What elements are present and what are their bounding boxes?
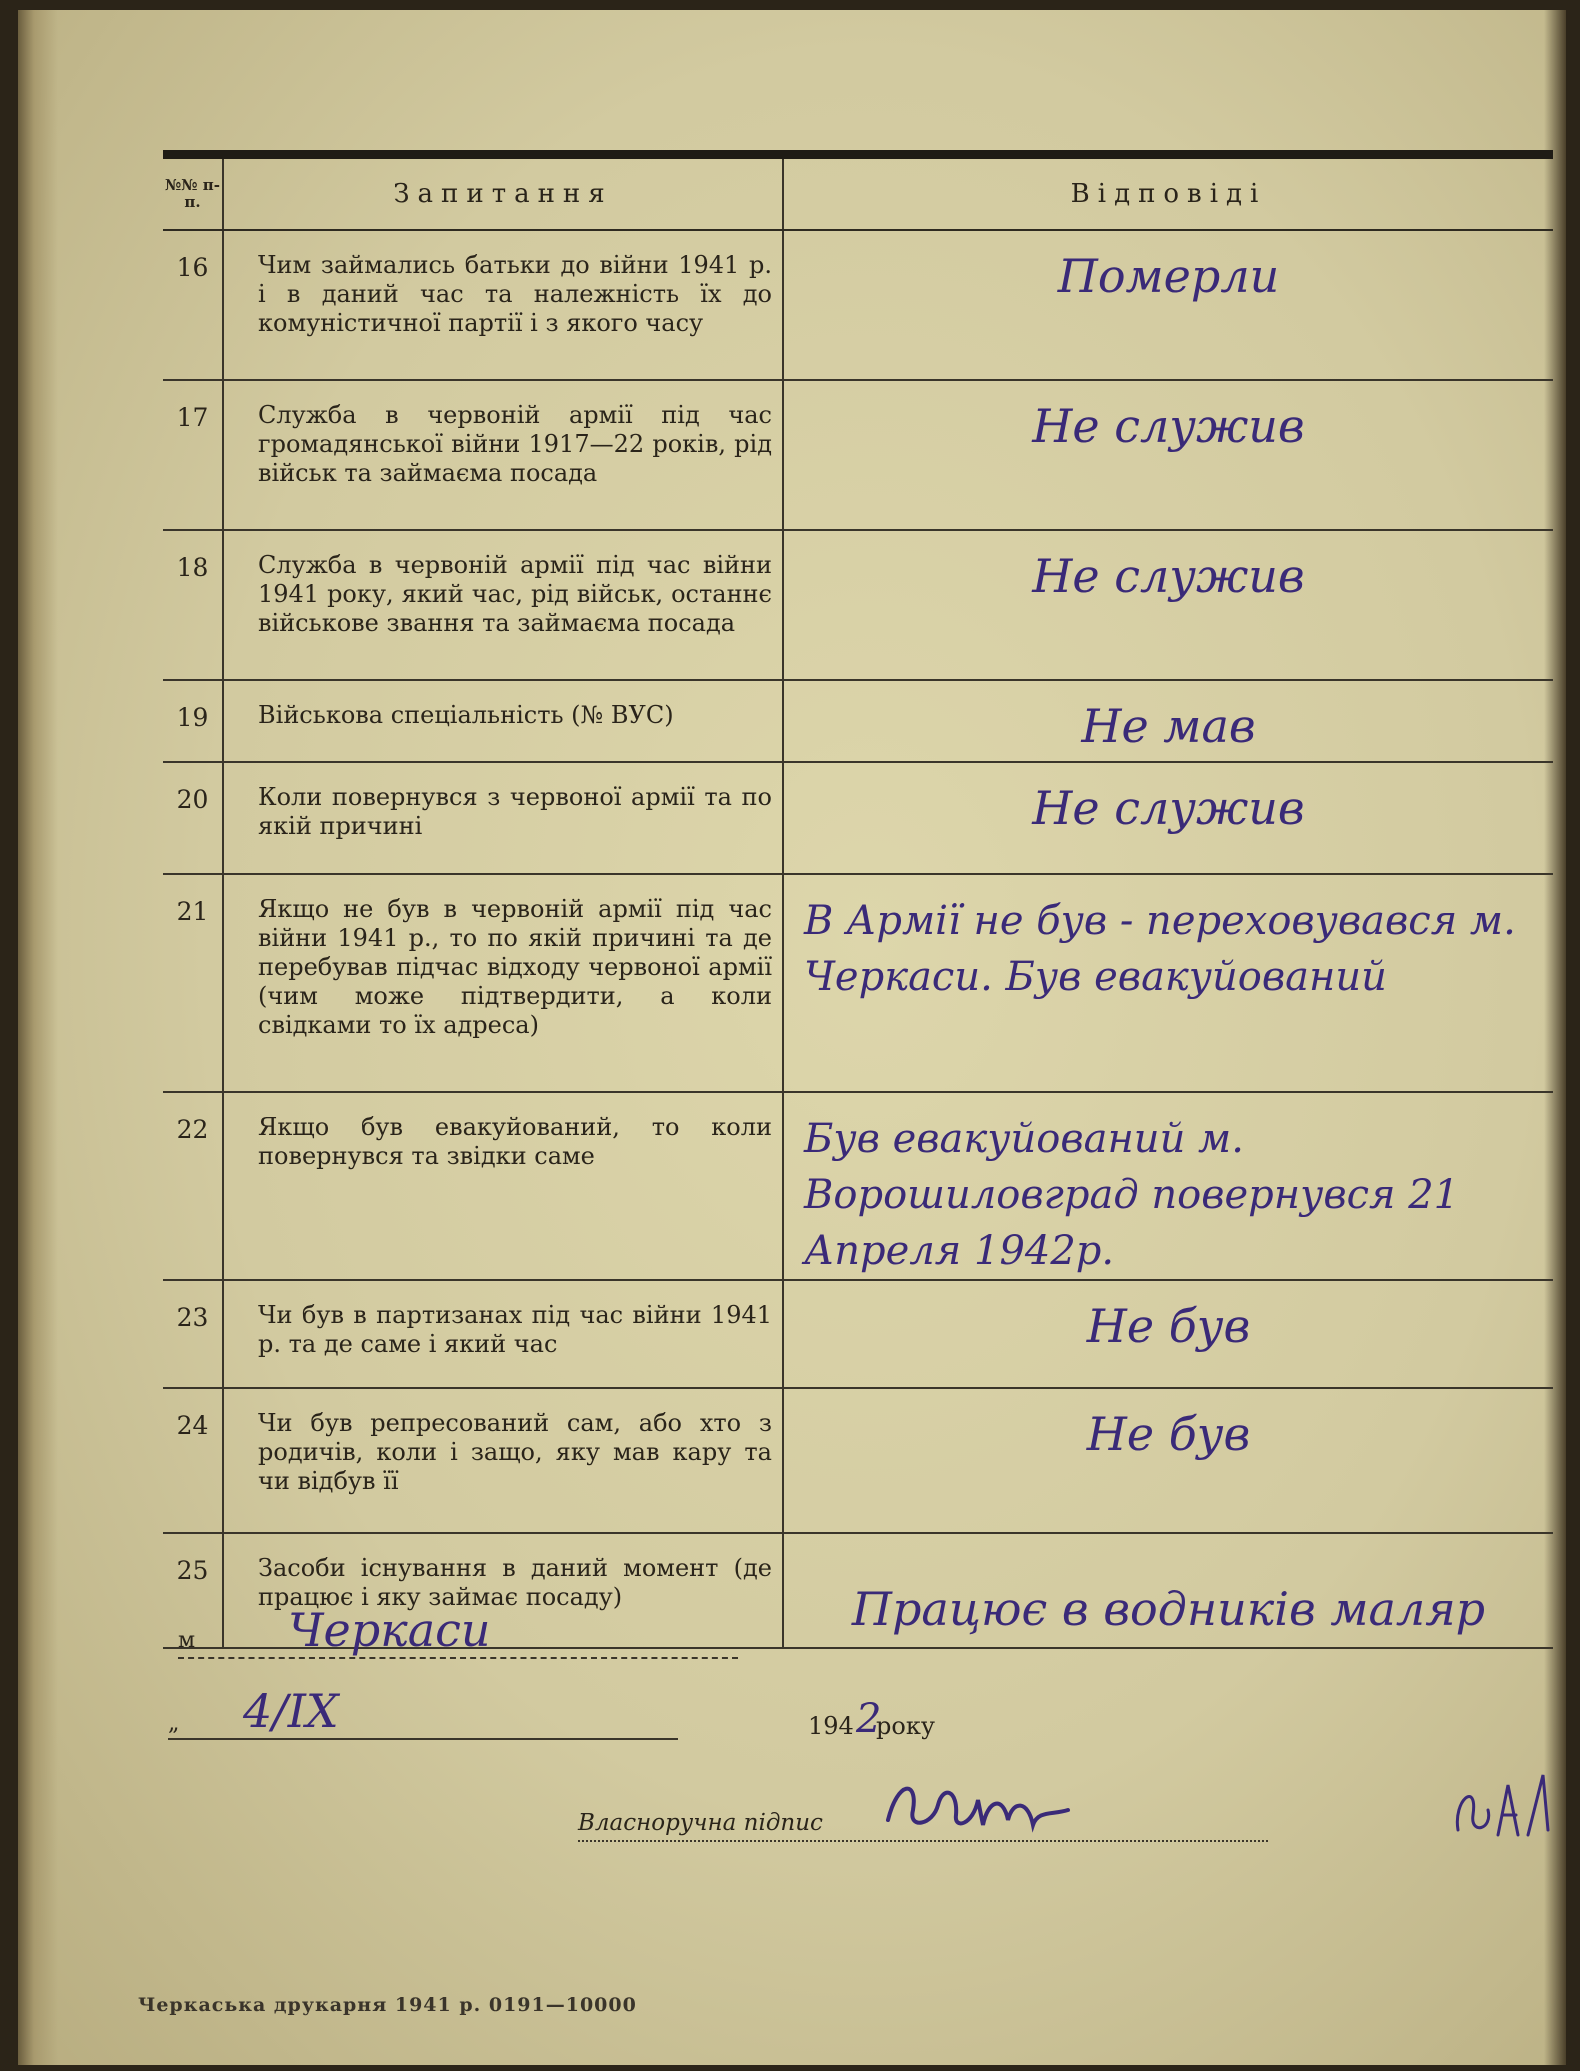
header-number: №№ п-п.: [163, 155, 223, 231]
table-row: [163, 230, 1553, 380]
year-prefix: 194: [808, 1712, 854, 1740]
row-question: Чи був в партизанах під час війни 1941 р. та де саме і який час: [223, 1280, 783, 1388]
table-row: [163, 1280, 1553, 1388]
table-row: [163, 762, 1553, 874]
row-question: Військова спеціальність (№ ВУС): [223, 680, 783, 762]
row-question: Чи був репресований сам, або хто з родичів, коли і защо, яку мав кару та чи відбув її: [223, 1388, 783, 1533]
date-prefix: „: [168, 1711, 180, 1736]
date-value: 4/IX: [243, 1684, 339, 1738]
row-answer: Не був: [783, 1280, 1553, 1388]
table-row: [163, 1092, 1553, 1280]
row-number: 21: [163, 874, 223, 1092]
row-answer: Не мав: [783, 680, 1553, 762]
row-question: Коли повернувся з червоної армії та по якій причині: [223, 762, 783, 874]
row-answer: Не служив: [783, 380, 1553, 530]
document-page: [18, 10, 1566, 2065]
row-question: Засоби існування в даний момент (де працює і яку займає посаду): [223, 1533, 783, 1648]
table-row: [163, 1388, 1553, 1533]
row-number: 25: [163, 1533, 223, 1648]
row-answer: Не був: [783, 1388, 1553, 1533]
row-answer: Був евакуйований м. Ворошиловград повернувся 21 Апреля 1942р.: [783, 1092, 1553, 1280]
row-number: 20: [163, 762, 223, 874]
header-answer: Відповіді: [783, 155, 1553, 231]
page-binding-edge: [18, 10, 58, 2065]
signature-label: Власноручна підпис: [578, 1810, 823, 1836]
city-field: [178, 1603, 738, 1659]
row-number: 19: [163, 680, 223, 762]
row-answer: Померли: [783, 230, 1553, 380]
row-question: Чим займались батьки до війни 1941 р. і в даний час та належність їх до комуністичної партії і з якого часу: [223, 230, 783, 380]
table-row: [163, 530, 1553, 680]
printer-imprint: Черкаська друкарня 1941 р. 0191—10000: [138, 1994, 637, 2016]
date-field: [168, 1684, 935, 1742]
row-answer: Не служив: [783, 762, 1553, 874]
year-digit: 2: [856, 1696, 882, 1742]
row-question: Якщо був евакуйований, то коли повернувся та звідки саме: [223, 1092, 783, 1280]
corner-initials: [1448, 1760, 1558, 1850]
row-question: Служба в червоній армії під час громадянської війни 1917—22 років, рід військ та займаєма посада: [223, 380, 783, 530]
row-number: 18: [163, 530, 223, 680]
row-number: 16: [163, 230, 223, 380]
row-number: 22: [163, 1092, 223, 1280]
table-row: [163, 680, 1553, 762]
table-row: [163, 380, 1553, 530]
row-number: 23: [163, 1280, 223, 1388]
signature-field: [578, 1780, 1268, 1842]
table-header-row: [163, 155, 1553, 231]
row-question: Якщо не був в червоній армії під час війни 1941 р., то по якій причині та де перебував підчас відходу червоної армії (чим може підтвердити, а коли свідками то їх адреса): [223, 874, 783, 1092]
city-value: Черкаси: [288, 1603, 491, 1657]
row-number: 17: [163, 380, 223, 530]
table-row: [163, 874, 1553, 1092]
row-answer: В Армії не був - переховувався м. Черкаси. Був евакуйований: [783, 874, 1553, 1092]
row-answer: Працює в водників маляр: [783, 1533, 1553, 1648]
row-question: Служба в червоній армії під час війни 1941 року, який час, рід військ, останнє військове звання та займаєма посада: [223, 530, 783, 680]
year-suffix: року: [876, 1712, 935, 1740]
questionnaire-table: [163, 150, 1553, 1649]
row-number: 24: [163, 1388, 223, 1533]
handwritten-signature: [878, 1770, 1078, 1840]
row-answer: Не служив: [783, 530, 1553, 680]
header-question: Запитання: [223, 155, 783, 231]
city-prefix: м: [178, 1628, 196, 1653]
